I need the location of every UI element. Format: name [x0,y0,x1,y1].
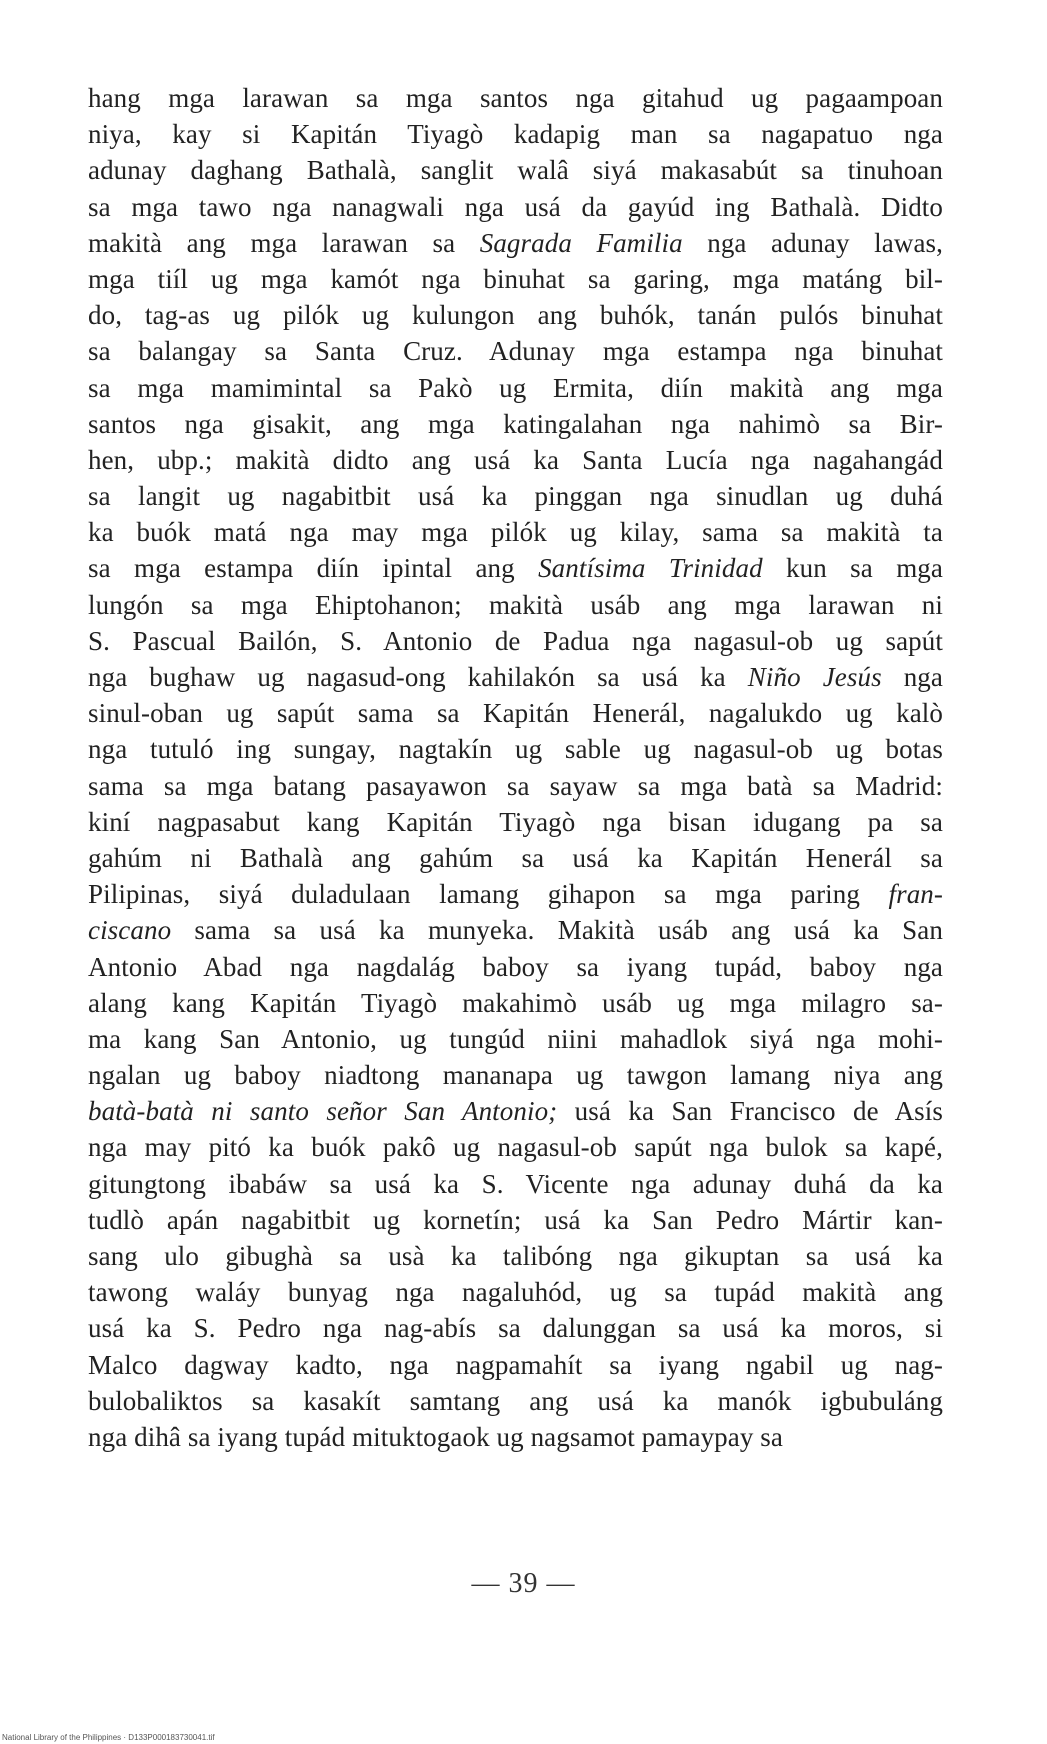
text-line: ka buók matá nga may mga pilók ug kilay, sama sa makità ta [88,517,943,548]
page-body-text [88,80,943,1455]
text-line: sang ulo gibughà sa usà ka talibóng nga gikuptan sa usá ka [88,1241,943,1271]
italic-phrase: ciscano [88,915,172,946]
italic-phrase: Niño Jesús [747,662,882,692]
text-line: ngalan ug baboy niadtong mananapa ug tawgon lamang niya ang [88,1060,943,1091]
text-line: niya, kay si Kapitán Tiyagò kadapig man sa nagapatuo nga [88,119,943,150]
italic-phrase: batà-batà ni santo señor San Antonio; [88,1096,558,1127]
text-line: alang kang Kapitán Tiyagò makahimò usáb ug mga milagro sa- [88,987,943,1018]
text-line: sa mga estampa diín ipintal ang Santísima Trinidad kun sa mga [88,553,943,584]
text-line: makità ang mga larawan sa Sagrada Familia nga adunay lawas, [88,227,943,258]
text-line: hang mga larawan sa mga santos nga gitahud ug pagaampoan [88,83,943,113]
text-line: bulobaliktos sa kasakít samtang ang usá ka manók igbubuláng [88,1385,943,1416]
text-line: nga tutuló ing sungay, nagtakín ug sable ug nagasul-ob ug botas [88,734,943,765]
text-line: sinul-oban ug sapút sama sa Kapitán Henerál, nagalukdo ug kalò [88,698,943,729]
text-line: lungón sa mga Ehiptohanon; makità usáb ang mga larawan ni [88,589,943,620]
text-line: mga tiíl ug mga kamót nga binuhat sa garing, mga matáng bil- [88,263,943,294]
text-line: sa langit ug nagabitbit usá ka pinggan nga sinudlan ug duhá [88,481,943,512]
italic-phrase: Santísima Trinidad [538,553,763,584]
text-line: ciscano sama sa usá ka munyeka. Makità usáb ang usá ka San [88,915,943,946]
text-line: tawong waláy bunyag nga nagaluhód, ug sa tupád makità ang [88,1277,943,1308]
text-line: ma kang San Antonio, ug tungúd niini mahadlok siyá nga mohi- [88,1023,943,1054]
scan-footer: National Library of the Philippines · D133P000183730041.tif [2,1733,215,1742]
text-line: nga bughaw ug nagasud-ong kahilakón sa usá ka Niño Jesús nga [88,662,943,692]
text-line: gahúm ni Bathalà ang gahúm sa usá ka Kapitán Henerál sa [88,842,943,873]
text-line: sa mga tawo nga nanagwali nga usá da gayúd ing Bathalà. Didto [88,191,943,222]
text-line: nga dihâ sa iyang tupád mituktogaok ug nagsamot pamaypay sa [88,1421,783,1452]
text-line: sa balangay sa Santa Cruz. Adunay mga estampa nga binuhat [88,336,943,367]
text-line: batà-batà ni santo señor San Antonio; usá ka San Francisco de Asís [88,1096,943,1127]
text-line: tudlò apán nagabitbit ug kornetín; usá ka San Pedro Mártir kan- [88,1204,943,1235]
text-line: Malco dagway kadto, nga nagpamahít sa iyang ngabil ug nag- [88,1349,943,1380]
page-number: — 39 — [471,1568,576,1599]
text-line: Pilipinas, siyá duladulaan lamang gihapon sa mga paring fran- [88,879,943,910]
text-line: Antonio Abad nga nagdalág baboy sa iyang tupád, baboy nga [88,951,943,982]
italic-phrase: fran- [888,879,943,910]
text-line: sa mga mamimintal sa Pakò ug Ermita, diín makità ang mga [88,372,943,403]
text-line: hen, ubp.; makità didto ang usá ka Santa Lucía nga nagahangád [88,444,943,475]
text-line: do, tag-as ug pilók ug kulungon ang buhók, tanán pulós binuhat [88,300,943,331]
text-line: usá ka S. Pedro nga nag-abís sa dalunggan sa usá ka moros, si [88,1313,943,1344]
text-line: gitungtong ibabáw sa usá ka S. Vicente nga adunay duhá da ka [88,1168,943,1199]
text-line: nga may pitó ka buók pakô ug nagasul-ob sapút nga bulok sa kapé, [88,1132,943,1163]
text-line: S. Pascual Bailón, S. Antonio de Padua nga nagasul-ob ug sapút [88,625,943,656]
text-line: sama sa mga batang pasayawon sa sayaw sa mga batà sa Madrid: [88,770,943,801]
italic-phrase: Sagrada Familia [479,227,683,258]
text-line: adunay daghang Bathalà, sanglit walâ siyá makasabút sa tinuhoan [88,155,943,186]
text-line: kiní nagpasabut kang Kapitán Tiyagò nga bisan idugang pa sa [88,806,943,837]
text-line: santos nga gisakit, ang mga katingalahan nga nahimò sa Bir- [88,408,943,439]
